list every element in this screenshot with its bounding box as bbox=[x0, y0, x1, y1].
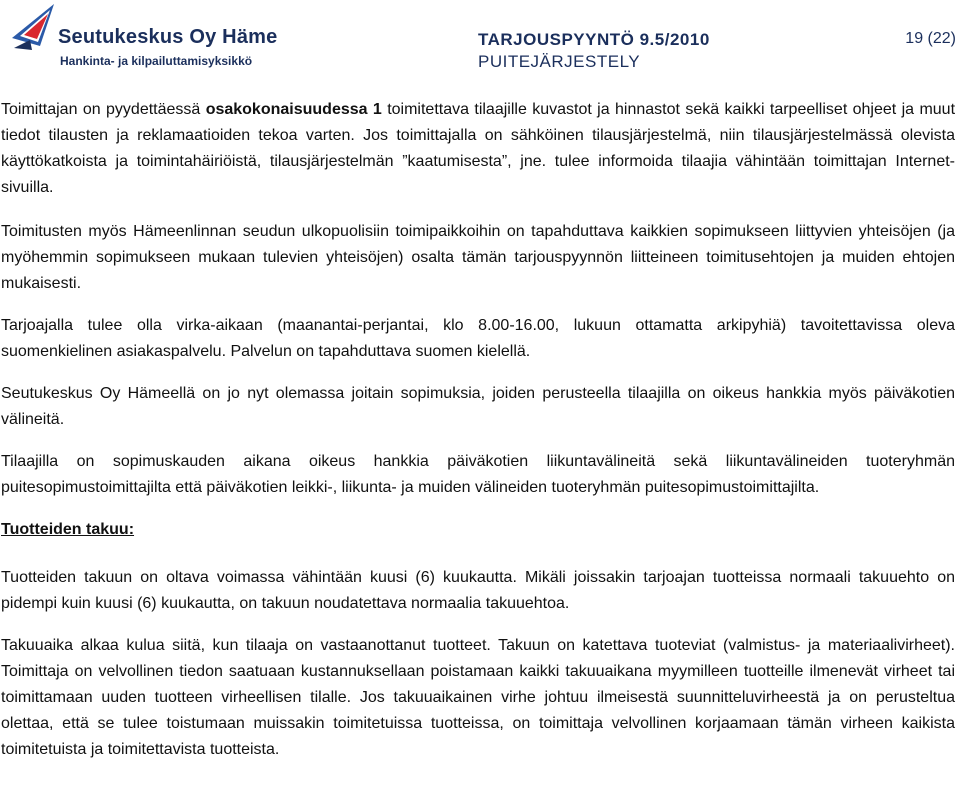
paragraph-procurement-rights: Tilaajilla on sopimuskauden aikana oikeus hankkia päiväkotien liikuntavälineitä sekä liikuntavälineiden tuoteryhmän puitesopimustoimittajilta että päiväkotien leikki-, liikunta- ja muiden välineiden tuoteryhmän puitesopimustoimittajilta. bbox=[1, 453, 955, 496]
section-heading-warranty: Tuotteiden takuu: bbox=[1, 521, 135, 538]
paragraph-warranty-terms: Takuuaika alkaa kulua siitä, kun tilaaja on vastaanottanut tuotteet. Takuun on katettava tuoteviat (valmistus- ja materiaalivirheet). Toimittaja on velvollinen tiedon saatuaan kustannuksellaan poistamaan kaikki takuuaikana myymilleen tuotteille ilmenevät virheet tai toimittamaan uuden tuotteen virheellisen tilalle. Jos takuuaikainen virhe johtuu ilmeisestä suunnitteluvirheestä ja on perusteltua olettaa, että se tulee toistumaan muissakin toimitetuissa tuotteissa, on toimittaja velvollinen korjaamaan tämän virheen kaikista toimitetuista ja toimitettavista tuotteista. bbox=[1, 637, 955, 758]
paragraph-existing-contracts: Seutukeskus Oy Hämeellä on jo nyt olemassa joitain sopimuksia, joiden perusteella tilaajilla on oikeus hankkia myös päiväkotien välineitä. bbox=[1, 385, 955, 428]
document-subtitle: PUITEJÄRJESTELY bbox=[478, 52, 641, 71]
page-header bbox=[0, 0, 960, 78]
document-body bbox=[1, 97, 955, 779]
paragraph-text: Toimittajan on pyydettäessä bbox=[1, 101, 206, 118]
paragraph-deliveries: Toimitusten myös Hämeenlinnan seudun ulkopuolisiin toimipaikkoihin on tapahduttava kaikkien sopimukseen liittyvien yhteisöjen (ja myöhemmin sopimukseen mukaan tulevien yhteisöjen) osalta tämän tarjouspyynnön liitteineen toimitusehtojen ja muiden ehtojen mukaisesti. bbox=[1, 223, 955, 292]
paragraph-text: toimitettava tilaajille kuvastot ja hinnastot sekä kaikki tarpeelliset ohjeet ja muut tiedot tilausten ja reklamaatioiden tekoa varten. Jos toimittajalla on sähköinen tilausjärjestelmä, niin tilausjärjestelmässä olevista käyttökatkoista ja toimintahäiriöistä, tilausjärjestelmän ”kaatumisesta”, jne. tulee informoida tilaajia vähintään toimittajan Internet-sivuilla. bbox=[1, 101, 956, 196]
paragraph-warranty-period: Tuotteiden takuun on oltava voimassa vähintään kuusi (6) kuukautta. Mikäli joissakin tarjoajan tuotteissa normaali takuuehto on pidempi kuin kuusi (6) kuukautta, on takuun noudatettava normaalia takuuehtoa. bbox=[1, 569, 955, 612]
paragraph-supply-info bbox=[1, 97, 955, 201]
paragraph-customer-service: Tarjoajalla tulee olla virka-aikaan (maanantai-perjantai, klo 8.00-16.00, lukuun ottamatta arkipyhiä) tavoitettavissa oleva suomenkielinen asiakaspalvelu. Palvelun on tapahduttava suomen kielellä. bbox=[1, 317, 955, 360]
document-title: TARJOUSPYYNTÖ 9.5/2010 bbox=[478, 30, 710, 49]
seutukeskus-logo-icon bbox=[10, 2, 62, 52]
organization-unit: Hankinta- ja kilpailuttamisyksikkö bbox=[60, 54, 253, 68]
organization-name: Seutukeskus Oy Häme bbox=[58, 26, 278, 48]
bold-emphasis: osakokonaisuudessa 1 bbox=[205, 101, 382, 118]
page-number: 19 (22) bbox=[905, 30, 956, 47]
